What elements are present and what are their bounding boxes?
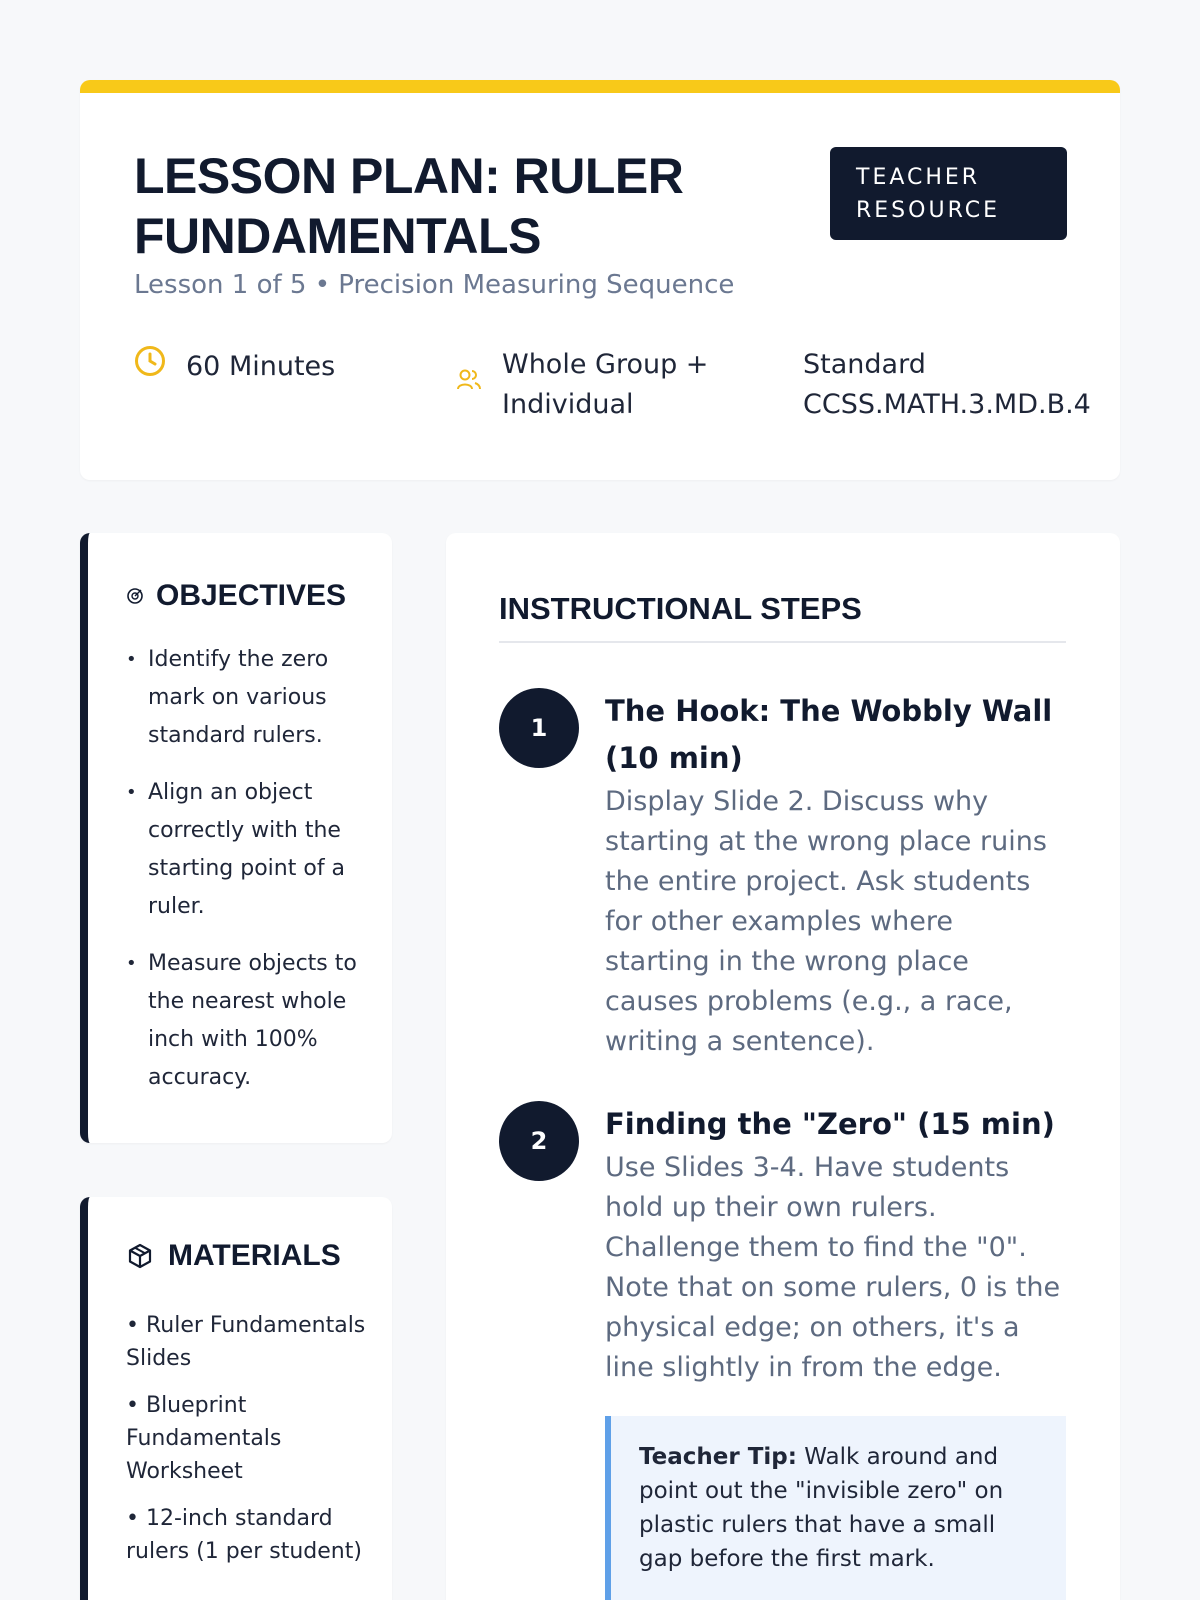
steps-heading: INSTRUCTIONAL STEPS xyxy=(499,591,1066,643)
teacher-resource-badge: TEACHER RESOURCE xyxy=(830,147,1067,240)
lesson-header-card xyxy=(80,80,1120,480)
target-icon xyxy=(126,587,144,605)
step-title: The Hook: The Wobbly Wall (10 min) xyxy=(605,694,1053,775)
materials-card xyxy=(80,1197,392,1600)
objectives-list xyxy=(126,641,366,1116)
material-item: • Blueprint Fundamentals Worksheet xyxy=(126,1393,282,1484)
teacher-tip-text: Walk around and point out the "invisible zero" on plastic rulers that have a small gap before the first mark. xyxy=(639,1444,1004,1572)
step-description: Use Slides 3-4. Have students hold up their own rulers. Challenge them to find the "0". Note that on some rulers, 0 is the physical edge; on others, it's a line slightly in from the edge. xyxy=(605,1152,1061,1383)
clock-icon xyxy=(134,345,166,389)
step-body xyxy=(605,1101,1066,1600)
meta-standard-text: Standard CCSS.MATH.3.MD.B.4 xyxy=(803,349,1091,420)
objectives-heading-text: OBJECTIVES xyxy=(156,579,347,612)
meta-grouping xyxy=(456,345,712,425)
page-title: LESSON PLAN: RULER FUNDAMENTALS xyxy=(134,148,684,264)
materials-heading xyxy=(126,1239,341,1273)
objectives-heading xyxy=(126,579,346,613)
step-body xyxy=(605,688,1066,1062)
material-item: • Ruler Fundamentals Slides xyxy=(126,1313,366,1371)
instructional-steps-card xyxy=(446,533,1120,1600)
objective-item: • Measure objects to the nearest whole inch with 100% accuracy. xyxy=(126,945,366,1097)
box-icon xyxy=(126,1242,154,1270)
meta-standard xyxy=(803,345,1091,425)
users-icon xyxy=(456,365,482,405)
lesson-subtitle: Lesson 1 of 5 • Precision Measuring Sequence xyxy=(134,270,735,300)
step-description: Display Slide 2. Discuss why starting at the wrong place ruins the entire project. Ask students for other examples where starting in the wrong place causes problems (e.g., a race, writing a sentence). xyxy=(605,786,1047,1057)
step-number: 2 xyxy=(499,1101,579,1181)
materials-heading-text: MATERIALS xyxy=(168,1239,341,1272)
objectives-card xyxy=(80,533,392,1143)
meta-duration-text: 60 Minutes xyxy=(186,351,336,382)
teacher-tip-label: Teacher Tip: xyxy=(639,1444,797,1470)
meta-duration xyxy=(134,345,335,389)
header-accent-bar xyxy=(80,80,1120,93)
teacher-tip xyxy=(605,1416,1066,1600)
step-number: 1 xyxy=(499,688,579,768)
materials-list xyxy=(126,1309,371,1582)
objective-item: • Align an object correctly with the starting point of a ruler. xyxy=(126,774,366,926)
material-item: • 12-inch standard rulers (1 per student) xyxy=(126,1506,362,1564)
meta-grouping-text: Whole Group + Individual xyxy=(502,349,709,420)
objective-item: • Identify the zero mark on various standard rulers. xyxy=(126,641,366,755)
step-title: Finding the "Zero" (15 min) xyxy=(605,1107,1055,1141)
